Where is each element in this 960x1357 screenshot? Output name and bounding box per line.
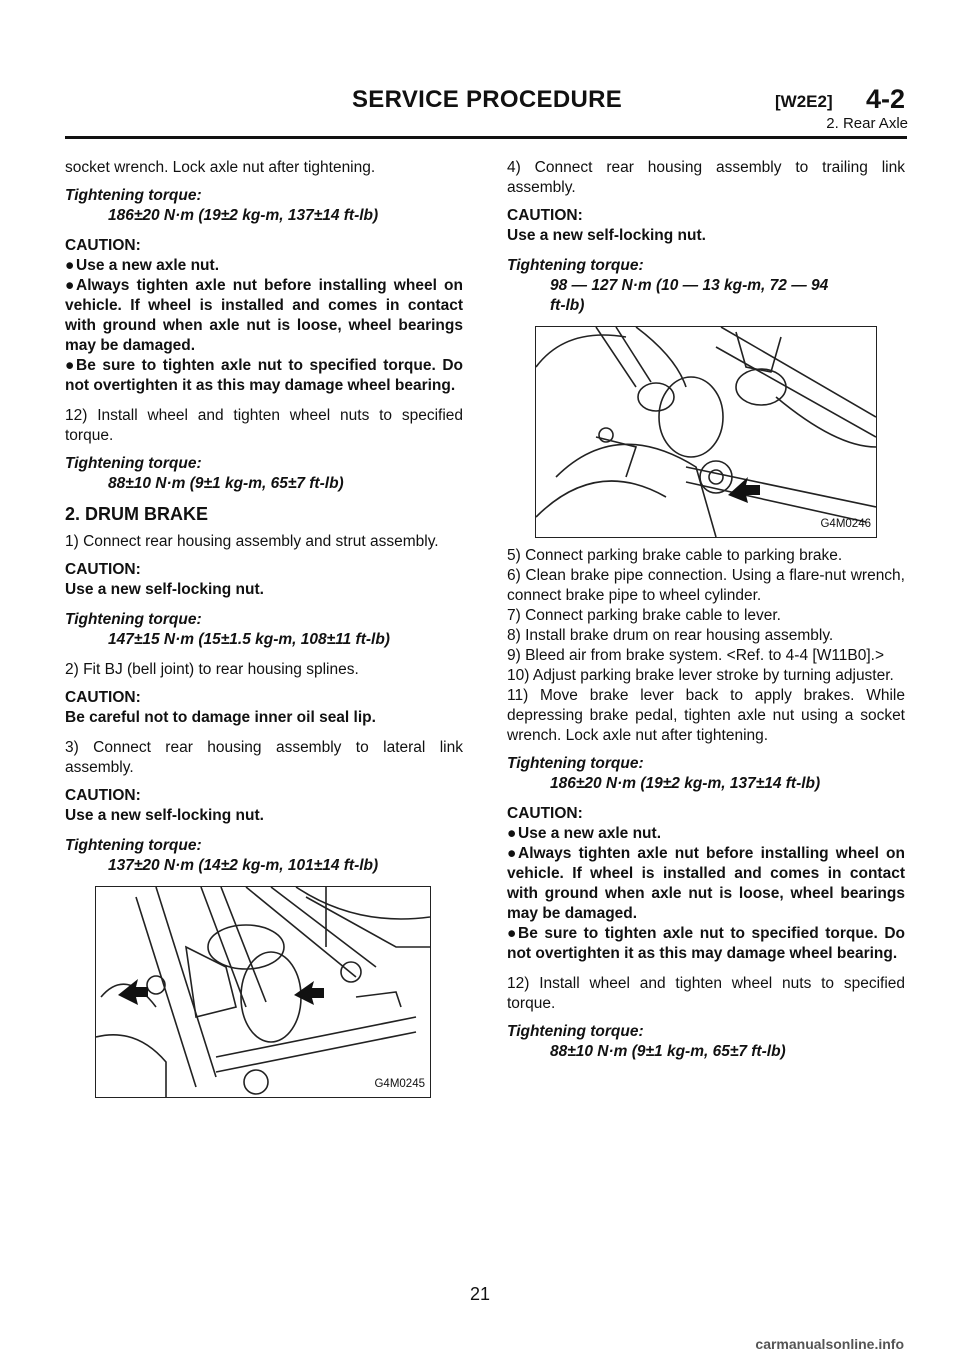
- step-2-text: 2) Fit BJ (bell joint) to rear housing splines.: [65, 661, 359, 678]
- step-7-text: 7) Connect parking brake cable to lever.: [507, 607, 781, 624]
- section-number: 4-2: [866, 84, 906, 114]
- torque-label: Tightening torque:: [65, 187, 202, 204]
- caution-bullet-text: Be sure to tighten axle nut to specified torque. Do not overtighten it as this may damage wheel bearing.: [507, 925, 905, 962]
- step-12-text: 12) Install wheel and tighten wheel nuts to specified torque.: [65, 407, 463, 444]
- figure-trailing-link: [535, 326, 877, 538]
- caution-bullet: [507, 824, 905, 844]
- step-10-text: 10) Adjust parking brake lever stroke by turning adjuster.: [507, 667, 894, 684]
- caution-title: CAUTION:: [65, 237, 141, 254]
- step-12-text: 12) Install wheel and tighten wheel nuts to specified torque.: [507, 975, 905, 1012]
- caution-block: [507, 804, 905, 964]
- step-9-text: 9) Bleed air from brake system. <Ref. to 4-4 [W11B0].>: [507, 647, 885, 664]
- step-5-text: 5) Connect parking brake cable to parking brake.: [507, 547, 843, 564]
- section-code: [W2E2]: [775, 92, 833, 111]
- step-11-text: 11) Move brake lever back to apply brakes. While depressing brake pedal, tighten axle nut using a socket wrench. Lock axle nut after tightening.: [507, 687, 905, 744]
- caution-text: Use a new self-locking nut.: [65, 807, 264, 824]
- caution-bullet: [507, 844, 905, 924]
- caution-bullet: [65, 356, 463, 396]
- caution-bullet-text: Always tighten axle nut before installing wheel on vehicle. If wheel is installed and comes in contact with ground when axle nut is loose, wheel bearings may be damaged.: [65, 277, 463, 354]
- step-8-text: 8) Install brake drum on rear housing assembly.: [507, 627, 834, 644]
- step-6-text: 6) Clean brake pipe connection. Using a flare-nut wrench, connect brake pipe to wheel cylinder.: [507, 567, 905, 604]
- bullet-icon: ●: [65, 257, 75, 274]
- caution-block: [65, 560, 463, 600]
- figure-lateral-link: [95, 886, 431, 1098]
- header-rule: [65, 136, 907, 139]
- torque-label: Tightening torque:: [65, 455, 202, 472]
- torque-value-cont: ft-lb): [550, 297, 585, 314]
- arrow-pointer-icon: [294, 981, 324, 1005]
- right-column: [507, 158, 905, 1072]
- caution-block: [65, 688, 463, 728]
- section-title: SERVICE PROCEDURE: [352, 86, 623, 113]
- caution-bullet: [65, 256, 463, 276]
- caution-bullet-text: Use a new axle nut.: [76, 257, 219, 274]
- caution-text: Use a new self-locking nut.: [65, 581, 264, 598]
- watermark: carmanualsonline.info: [755, 1336, 904, 1352]
- step-3-text: 3) Connect rear housing assembly to lateral link assembly.: [65, 739, 463, 776]
- torque-value: 186±20 N·m (19±2 kg-m, 137±14 ft-lb): [108, 207, 379, 224]
- torque-value: 186±20 N·m (19±2 kg-m, 137±14 ft-lb): [550, 775, 821, 792]
- figure-id: G4M0245: [374, 1078, 425, 1090]
- torque-value: 88±10 N·m (9±1 kg-m, 65±7 ft-lb): [550, 1043, 786, 1060]
- bullet-icon: ●: [65, 277, 75, 294]
- torque-label: Tightening torque:: [507, 257, 644, 274]
- caution-title: CAUTION:: [507, 207, 583, 224]
- torque-label: Tightening torque:: [507, 1023, 644, 1040]
- caution-bullet: [65, 276, 463, 356]
- caution-block: [65, 786, 463, 826]
- caution-bullet: [507, 924, 905, 964]
- step-4-text: 4) Connect rear housing assembly to trailing link assembly.: [507, 159, 905, 196]
- caution-text: Use a new self-locking nut.: [507, 227, 706, 244]
- torque-value: 88±10 N·m (9±1 kg-m, 65±7 ft-lb): [108, 475, 344, 492]
- caution-bullet-text: Be sure to tighten axle nut to specified torque. Do not overtighten it as this may damage wheel bearing.: [65, 357, 463, 394]
- bullet-icon: ●: [65, 357, 75, 374]
- arrow-pointer-icon: [118, 979, 148, 1005]
- trailing-link-illustration: [536, 327, 876, 537]
- figure-id: G4M0246: [820, 518, 871, 530]
- left-column: [65, 158, 463, 1106]
- page-number: 21: [469, 1284, 491, 1304]
- caution-text: Be careful not to damage inner oil seal lip.: [65, 709, 376, 726]
- caution-bullet-text: Always tighten axle nut before installing wheel on vehicle. If wheel is installed and comes in contact with ground when axle nut is loose, wheel bearings may be damaged.: [507, 845, 905, 922]
- torque-value: 147±15 N·m (15±1.5 kg-m, 108±11 ft-lb): [108, 631, 390, 648]
- left-intro-text: socket wrench. Lock axle nut after tightening.: [65, 159, 376, 176]
- caution-block: [65, 236, 463, 396]
- torque-label: Tightening torque:: [65, 837, 202, 854]
- bullet-icon: ●: [507, 925, 517, 942]
- caution-block: [507, 206, 905, 246]
- section-subtitle: 2. Rear Axle: [826, 115, 908, 132]
- bullet-icon: ●: [507, 825, 517, 842]
- torque-label: Tightening torque:: [65, 611, 202, 628]
- step-1-text: 1) Connect rear housing assembly and strut assembly.: [65, 533, 439, 550]
- torque-value: 137±20 N·m (14±2 kg-m, 101±14 ft-lb): [108, 857, 379, 874]
- caution-bullet-text: Use a new axle nut.: [518, 825, 661, 842]
- torque-value: 98 — 127 N·m (10 — 13 kg-m, 72 — 94: [550, 277, 829, 294]
- lateral-link-illustration: [96, 887, 430, 1097]
- section-heading-drum-brake: 2. DRUM BRAKE: [65, 504, 209, 524]
- caution-title: CAUTION:: [65, 787, 141, 804]
- caution-title: CAUTION:: [65, 689, 141, 706]
- caution-title: CAUTION:: [65, 561, 141, 578]
- bullet-icon: ●: [507, 845, 517, 862]
- caution-title: CAUTION:: [507, 805, 583, 822]
- torque-label: Tightening torque:: [507, 755, 644, 772]
